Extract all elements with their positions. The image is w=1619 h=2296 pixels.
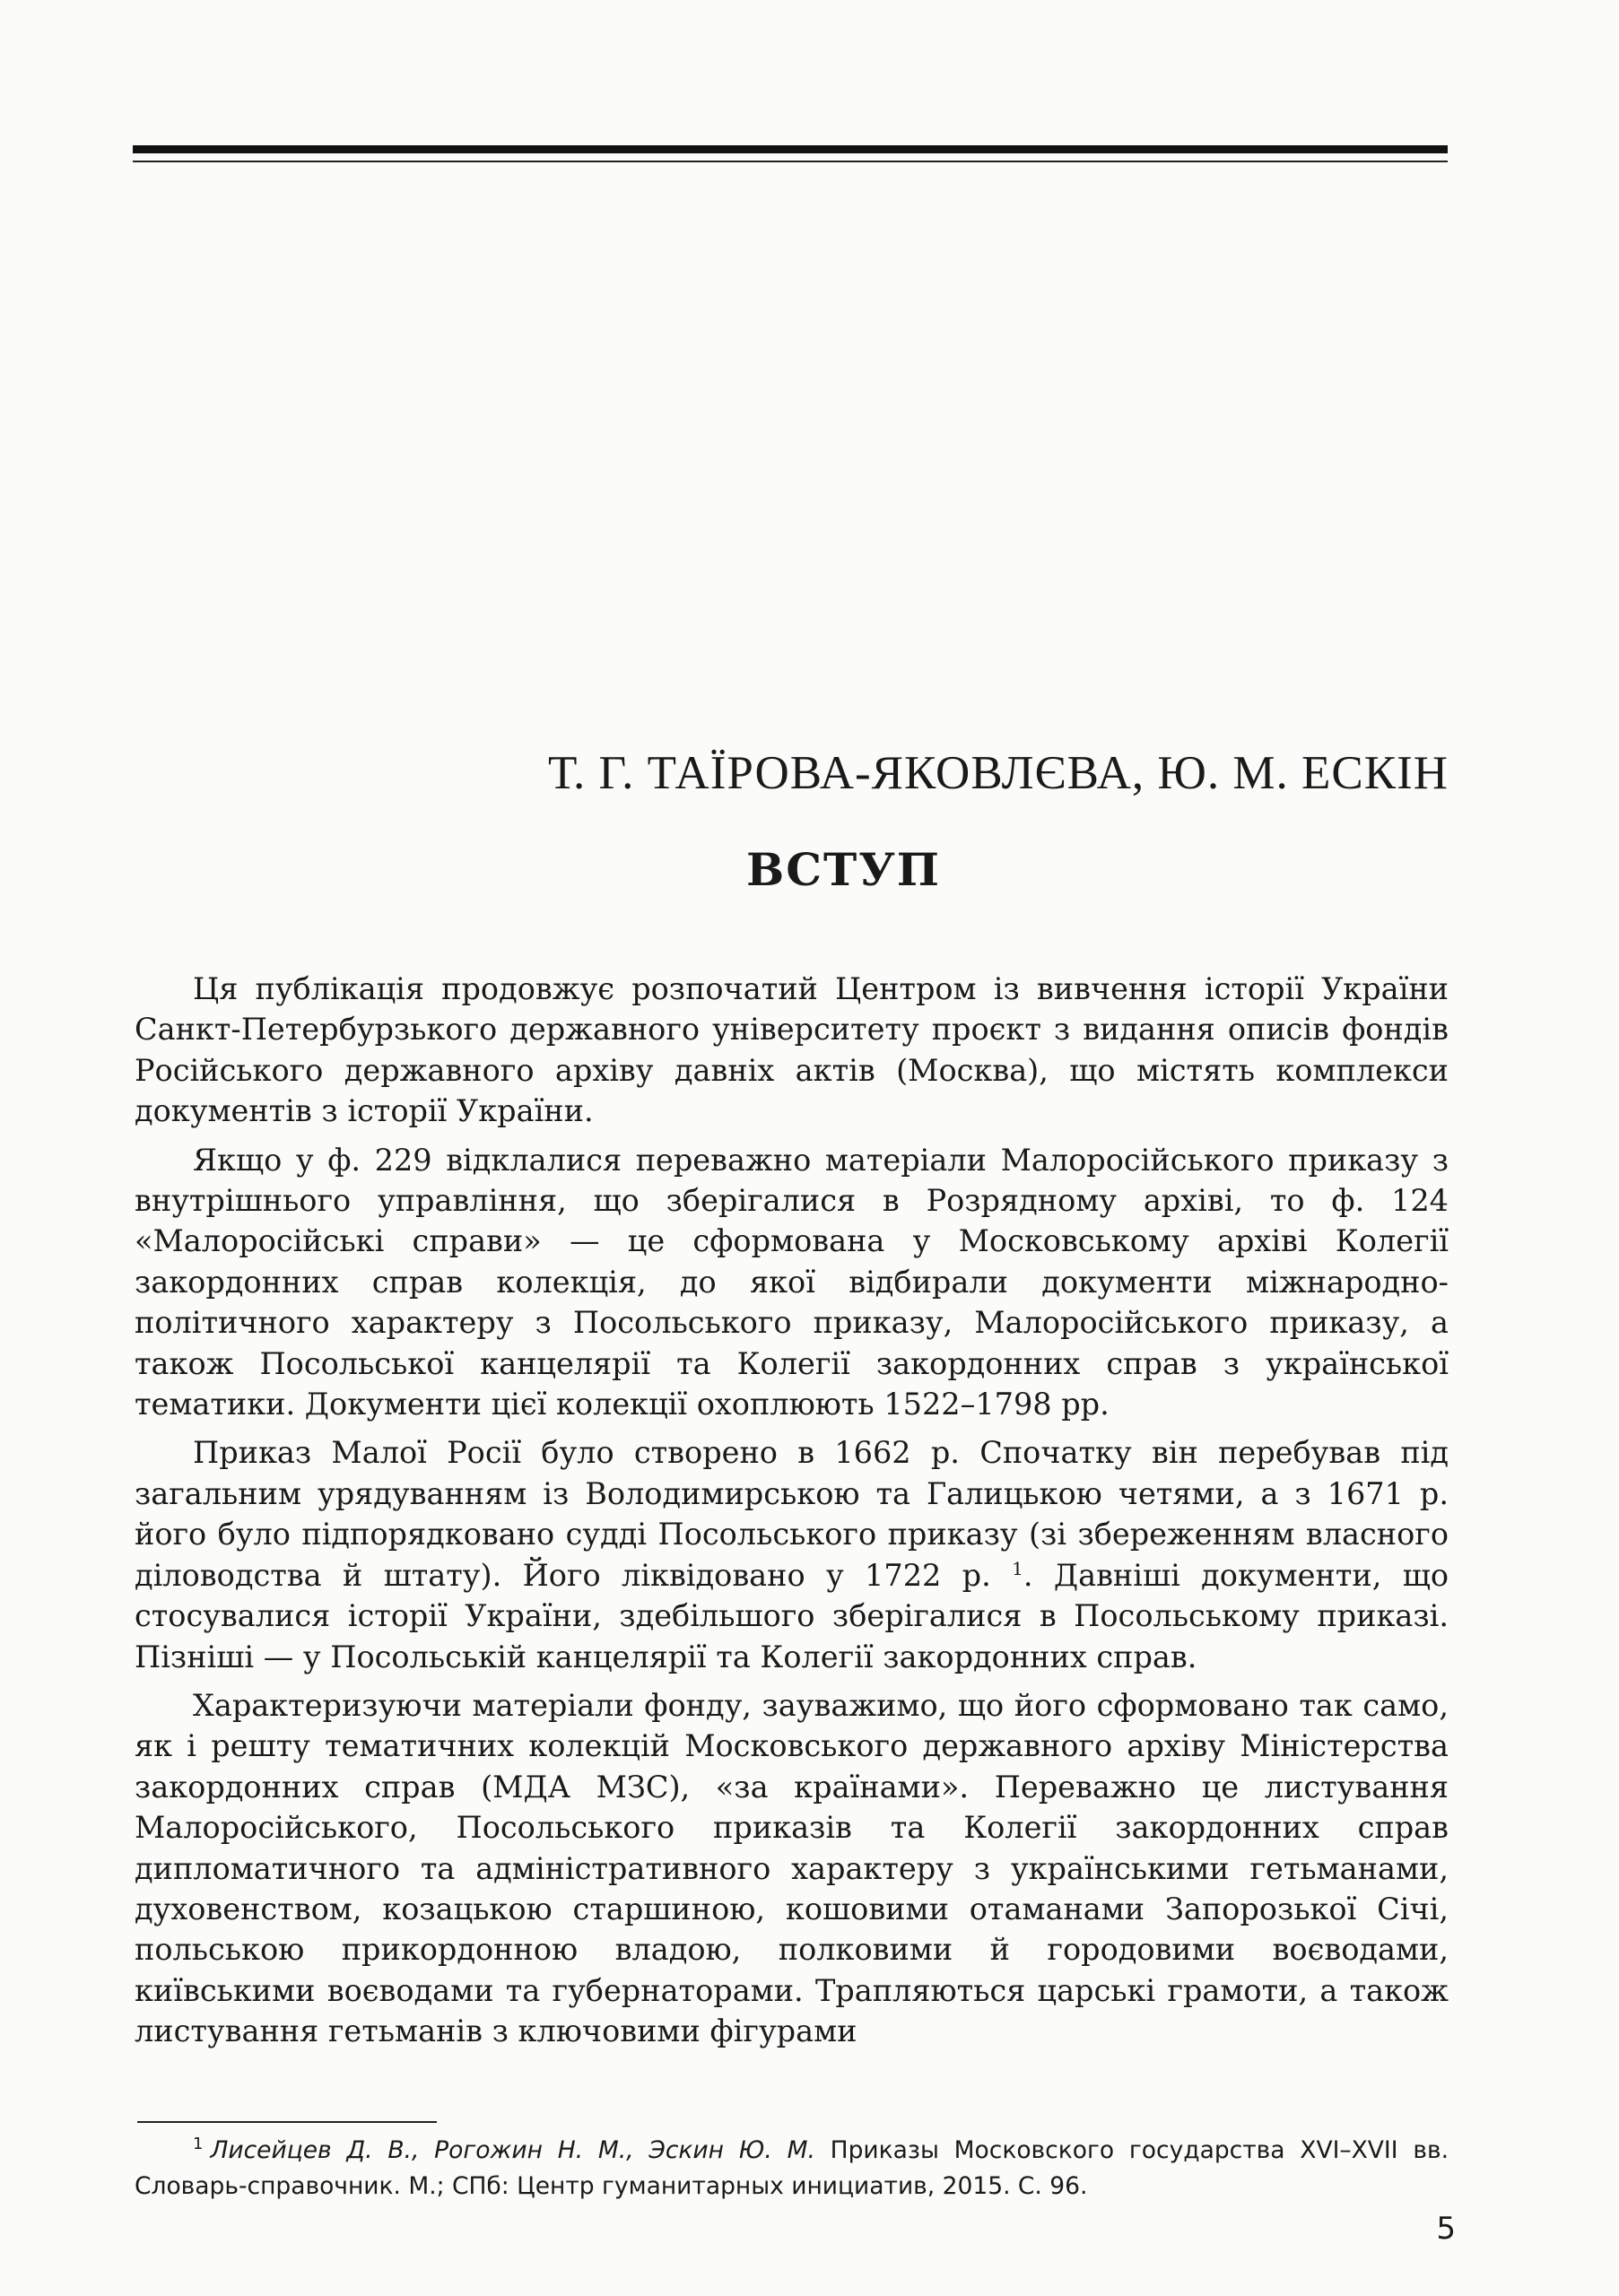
- footnote-separator: [137, 2121, 437, 2123]
- footnote-text: Приказы Московского государства XVI–XVII вв. Словарь-справочник. М.; СПб: Центр гуманитарных инициатив, 2015. С. 96.: [135, 2136, 1449, 2200]
- footnote-authors: Лисейцев Д. В., Рогожин Н. М., Эскин Ю. М.: [210, 2136, 815, 2164]
- header-rule-thin: [133, 161, 1448, 162]
- paragraph-3-part-b: . Давніші документи, що стосувалися історії України, здебільшого зберігалися в Посольському приказі. Пізніші — у Посольській канцелярії та Колегії закордонних справ.: [135, 1557, 1449, 1674]
- chapter-title: ВСТУП: [745, 843, 942, 896]
- body-text: [135, 969, 1449, 2060]
- page-number: 5: [1436, 2211, 1456, 2247]
- header-rule-thick: [133, 145, 1448, 153]
- footnote-reference[interactable]: 1: [1012, 1557, 1023, 1579]
- footnote-mark: 1: [193, 2135, 204, 2154]
- paragraph-3-part-a: Приказ Малої Росії було створено в 1662 р. Спочатку він перебував під загальним урядуванням із Володимирською та Галицькою четями, а з 1671 р. його було підпорядковано судді Посольського приказу (зі збереженням власного діловодства й штату). Його ліквідовано у 1722 р.: [135, 1435, 1449, 1593]
- paragraph-1: Ця публікація продовжує розпочатий Центром із вивчення історії України Санкт-Петербурзького державного університету проєкт з видання описів фондів Російського державного архіву давніх актів (Москва), що містять комплекси документів з історії України.: [135, 971, 1449, 1129]
- paragraph-4: Характеризуючи матеріали фонду, зауважимо, що його сформовано так само, як і решту тематичних колекцій Московського державного архіву Міністерства закордонних справ (МДА МЗС), «за країнами». Переважно це листування Малоросійського, Посольського приказів та Колегії закордонних справ дипломатичного та адміністративного характеру з українськими гетьманами, духовенством, козацькою старшиною, кошовими отаманами Запорозької Січі, польською прикордонною владою, полковими й городовими воєводами, київськими воєводами та губернаторами. Трапляються царські грамоти, а також листування гетьманів з ключовими фігурами: [135, 1687, 1449, 2049]
- footnote: [135, 2133, 1449, 2205]
- paragraph-2: Якщо у ф. 229 відклалися переважно матеріали Малоросійського приказу з внутрішнього управління, що зберігалися в Розрядному архіві, то ф. 124 «Малоросійські справи» — це сформована у Московському архіві Колегії закордонних справ колекція, до якої відбирали документи міжнародно-політичного характеру з Посольського приказу, Малоросійського приказу, а також Посольської канцелярії та Колегії закордонних справ з української тематики. Документи цієї колекції охоплюють 1522–1798 рр.: [135, 1142, 1449, 1422]
- authors-line: Т. Г. ТАЇРОВА-ЯКОВЛЄВА, Ю. М. ЕСКІН: [547, 747, 1449, 799]
- paragraph-3: [135, 1432, 1449, 1676]
